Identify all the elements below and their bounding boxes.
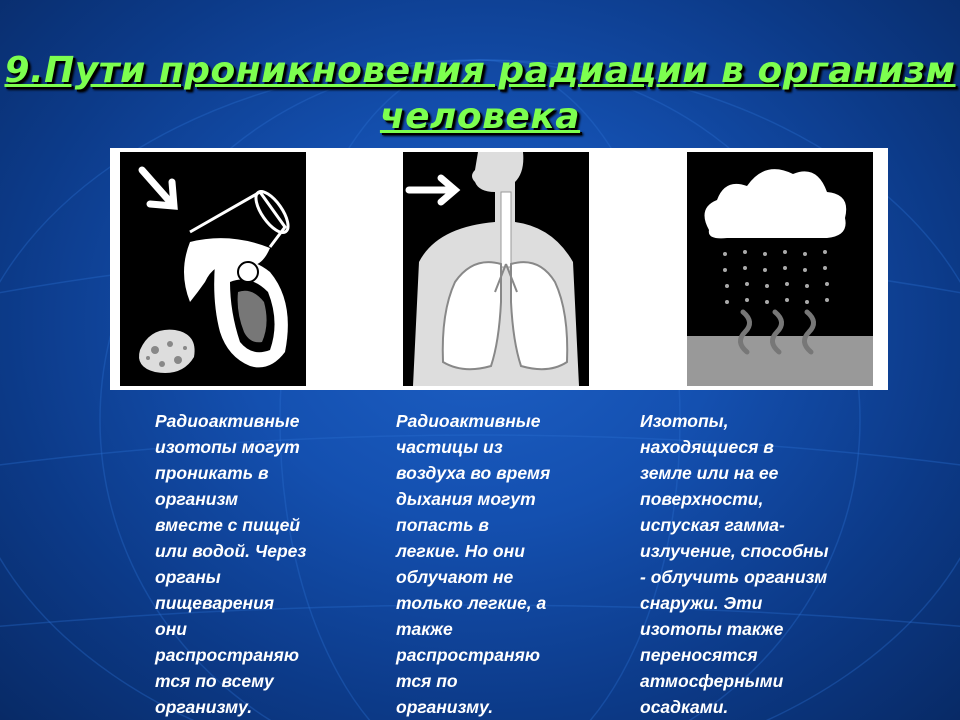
title-line-1: 9.Пути проникновения радиации в организм <box>4 50 956 91</box>
inhalation-lungs-icon <box>403 152 589 386</box>
column-external-exposure-text: Изотопы, находящиеся в земле или на ее поверхности, испуская гамма- излучение, способны - облучить организм снаружи. Эти изотопы также переносятся атмосферными осадками. <box>640 411 829 717</box>
slide-title <box>0 48 960 140</box>
title-line-2: человека <box>379 96 581 137</box>
rain-cloud-ground-icon <box>687 152 873 386</box>
food-water-intake-icon <box>120 152 306 386</box>
column-inhalation-text: Радиоактивные частицы из воздуха во время дыхания могут попасть в легкие. Но они облучают не только легкие, а также распространяю тся по организму. <box>396 411 551 717</box>
column-food-water-text: Радиоактивные изотопы могут проникать в организм вместе с пищей или водой. Через органы пищеварения они распространяю тся по всему организму. <box>155 411 307 717</box>
illustration-panel <box>110 148 888 390</box>
